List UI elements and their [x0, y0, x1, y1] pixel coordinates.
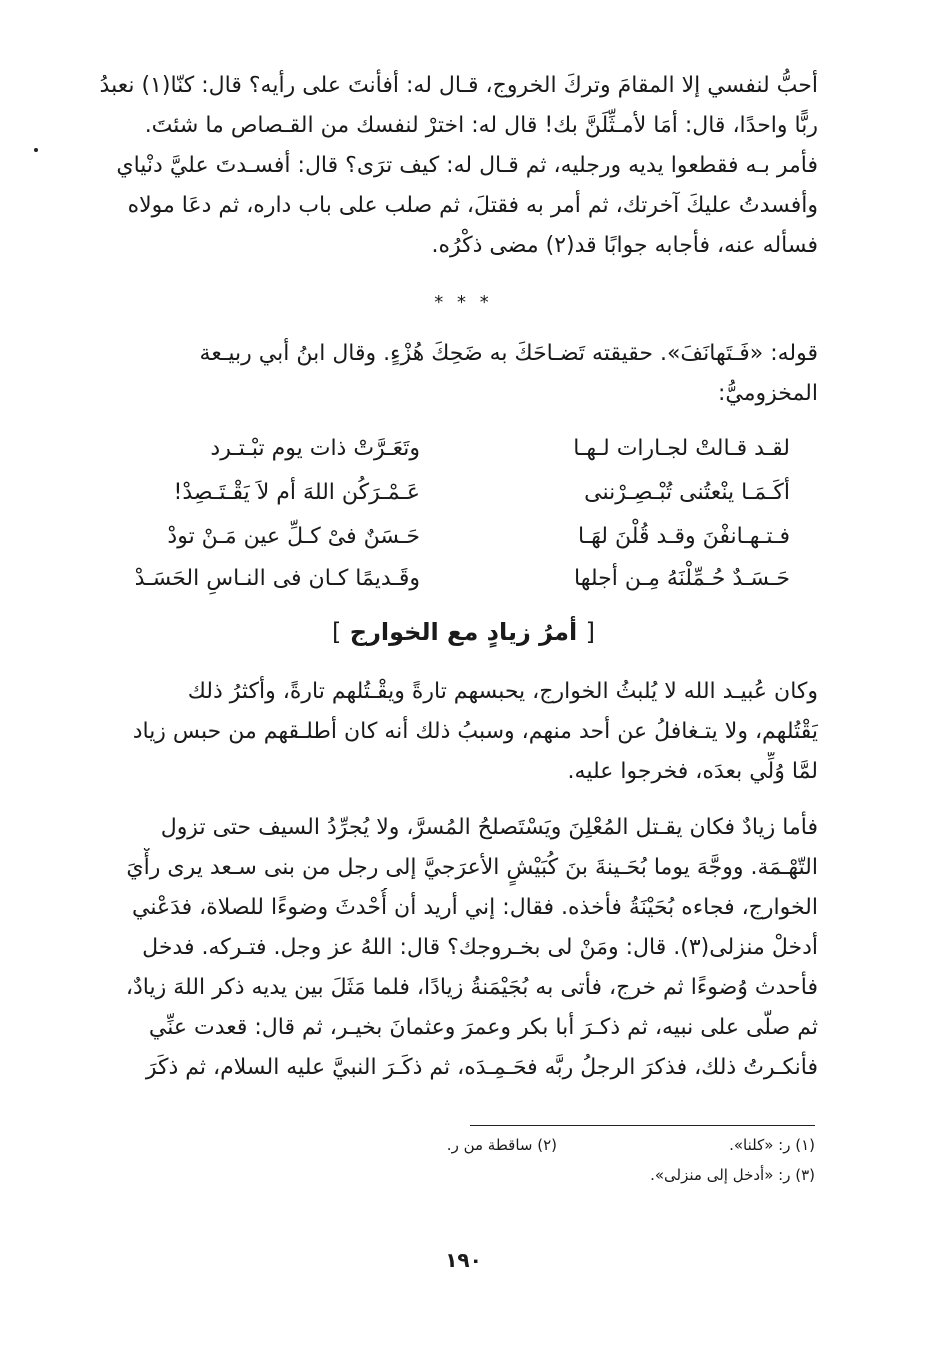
- text-line: لمَّا وُلِّي بعدَه، فخرجوا عليه.: [567, 759, 818, 784]
- verse-line: [100, 524, 790, 564]
- paragraph-2: [78, 334, 818, 414]
- text-line: أدخلْ منزلى(٣). قال: ومَنْ لى بخـروجك؟ قال: اللهُ عز وجل. فتـركه. فدخل: [142, 935, 818, 960]
- text-line: ثم صلّى على نبيه، ثم ذكـرَ أبا بكر وعمرَ وعثمانَ بخيـر، ثم قال: قعدت عنِّي: [148, 1015, 818, 1040]
- verse-first-hemistich: حَـسَـدٌ حُـمِّلْنَهُ مِـن أجلها: [574, 566, 790, 591]
- text-line: فأما زيادٌ فكان يقـتل المُعْلِنَ ويَسْتَصلحُ المُسرَّ، ولا يُجرِّدُ السيف حتى تزول: [160, 815, 818, 840]
- text-line: فسأله عنه، فأجابه جوابًا قد(٢) مضى ذكْرُه.: [431, 233, 818, 258]
- verse-first-hemistich: فـتـهـانفْنَ وقـد قُلْنَ لهَـا: [578, 524, 790, 549]
- section-separator: * * *: [434, 292, 493, 313]
- text-line: فأنكـرتُ ذلك، فذكرَ الرجلُ ربَّه فحَـمِـدَه، ثم ذكَـرَ النبيَّ عليه السلام، ثم ذكَرَ: [145, 1055, 818, 1080]
- footnote-3: (٣) ر: «أدخل إلى منزلى».: [650, 1166, 815, 1184]
- verse-second-hemistich: وتَعَـرَّتْ ذات يوم تبْـتـرد: [210, 436, 420, 461]
- verse-line: [100, 480, 790, 520]
- verse-second-hemistich: حَـسَنٌ فىْ كـلِّ عين مَـنْ تودْ: [167, 524, 420, 549]
- text-line: الخوارج، فجاءه بُحَيْنَةُ فأخذه. فقال: إني أريد أن أُحْدثَ وضوءًا للصلاة، فدَعْني: [132, 895, 818, 920]
- verse-line: [100, 566, 790, 606]
- verse-first-hemistich: لقـد قـالتْ لجـارات لـهـا: [573, 436, 790, 461]
- paragraph-1: [78, 66, 818, 266]
- verse-second-hemistich: وقَـديمًا كـان فى النـاسِ الحَسَـدْ: [134, 566, 420, 591]
- page-number: ١٩٠: [445, 1248, 482, 1272]
- footnote-1: (١) ر: «كلنا».: [729, 1136, 815, 1154]
- text-line: وأفسدتُ عليكَ آخرتك، ثم أمر به فقتلَ، ثم صلب على باب داره، ثم دعَا مولاه: [127, 193, 818, 218]
- text-line: وكان عُبيـد الله لا يُلبثُ الخوارج، يحبسهم تارةً ويقْـتُلهم تارةً، وأكثرُ ذلك: [187, 679, 818, 704]
- text-line: التّهْـمَة. ووجَّهَ يوما بُحَـينةَ بنَ كُبَيْشٍ الأعرَجيَّ إلى رجل من بنى سـعد يرى رأْيَ: [126, 855, 818, 880]
- paragraph-4: [78, 808, 818, 1088]
- margin-dot: [34, 148, 38, 152]
- text-line: فأمر بـه فقطعوا يديه ورجليه، ثم قـال له: كيف ترَى؟ قال: أفسـدتَ عليَّ دنْياي: [116, 153, 818, 178]
- paragraph-3: [78, 672, 818, 792]
- heading-bracket-open: [: [585, 618, 595, 646]
- section-heading: [0, 618, 927, 646]
- text-line: قوله: «فَـتَهانَفَ». حقيقته تَضـاحَكَ به ضَحِكَ هُزْءٍ. وقال ابنُ أبي ربيـعة: [199, 341, 818, 366]
- verse-line: [100, 436, 790, 476]
- heading-title: أمرُ زيادٍ مع الخوارج: [349, 618, 578, 646]
- text-line: ربًّا واحدًا، قال: أمَا لأمـثِّلَنَّ بك! قال له: اخترْ لنفسك من القـصاص ما شئتَ.: [144, 113, 818, 138]
- verse-first-hemistich: أكَـمَـا ينْعتُنى تُبْـصِـرْننى: [584, 480, 790, 505]
- text-line: فأحدث وُضوءًا ثم خرج، فأتى به بُجَيْمَنةُ زيادًا، فلما مَثَلَ بين يديه ذكر اللهَ زيادٌ،: [125, 975, 818, 1000]
- heading-bracket-close: ]: [332, 618, 342, 646]
- text-line: يَقْتُلهم، ولا يتـغافلُ عن أحد منهم، وسببُ ذلك أنه كان أطلـقهم من حبس زياد: [132, 719, 818, 744]
- verse-second-hemistich: عَـمْـرَكُن اللهَ أم لاَ يَقْـتَـصِدْ!: [173, 480, 420, 505]
- footnote-divider: [470, 1125, 815, 1126]
- footnote-2: (٢) ساقطة من ر.: [446, 1136, 557, 1154]
- text-line: أحبُّ لنفسي إلا المقامَ وتركَ الخروج، قـال له: أفأنتَ على رأيه؟ قال: كنّا(١) نعبدُ: [99, 73, 818, 98]
- text-line: المخزوميُّ:: [717, 381, 818, 406]
